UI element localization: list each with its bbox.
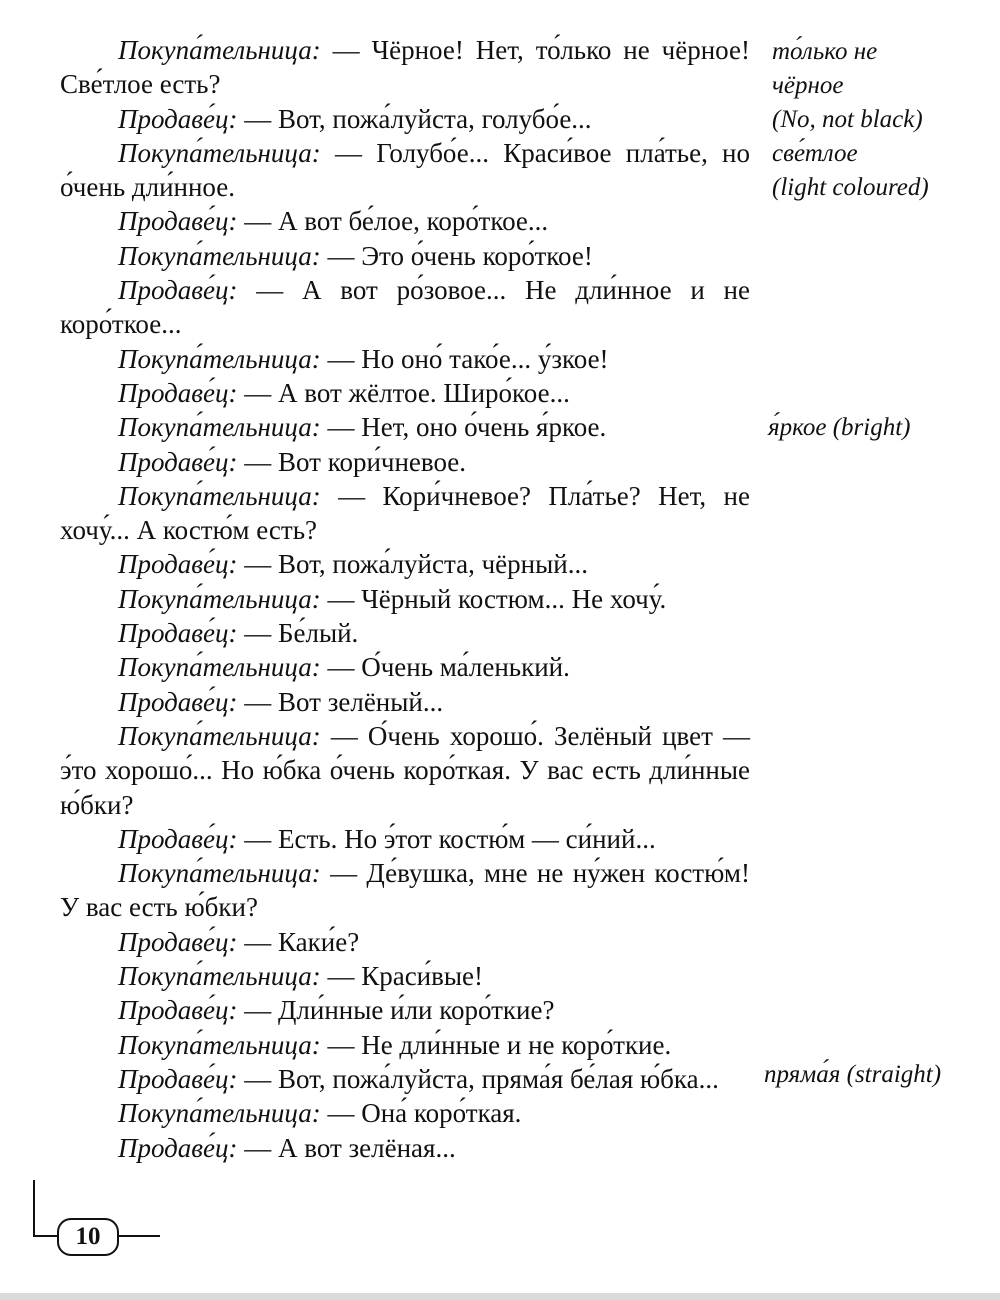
line-text: — Она́ коро́ткая. [327,1098,522,1129]
speaker-label: Продаве́ц: [118,275,238,306]
speaker-label: Продаве́ц: [118,446,238,477]
line-text: — Де́вушка, мне не ну́жен костю́м! У вас есть ю́бки? [60,858,750,923]
speaker-label: Покупа́тельница: [118,961,321,992]
speaker-label: Продаве́ц: [118,995,238,1026]
dialogue-line [60,993,750,1027]
dialogue-line [60,959,750,993]
dialogue-line [60,376,750,410]
speaker-label: Покупа́тельница: [118,652,321,683]
dialogue-line [60,616,750,650]
speaker-label: Покупа́тельница: [118,858,321,889]
dialogue-line [60,1131,750,1165]
line-text: — Не дли́нные и не коро́ткие. [327,1029,672,1060]
speaker-label: Продаве́ц: [118,103,238,134]
dialogue-line [60,204,750,238]
line-text: — О́чень ма́ленький. [327,652,570,683]
dialogue-line [60,1062,750,1096]
dialogue-line [60,273,750,342]
line-text: — Чёрное! Нет, то́лько не чёрное! Све́тлое есть? [60,35,750,100]
line-text: — Краси́вые! [327,961,483,992]
speaker-label: Покупа́тельница: [118,240,321,271]
margin-gloss: све́тлое [772,140,858,167]
dialogue-line [60,856,750,925]
line-text: — Голубо́е... Краси́вое пла́тье, но о́чень дли́нное. [60,137,751,203]
line-text: — Каки́е? [244,926,360,957]
speaker-label: Продаве́ц: [118,206,238,237]
speaker-label: Продаве́ц: [118,1132,238,1163]
line-text: — А вот зелёная... [244,1132,456,1163]
page-marker-line [118,1235,160,1237]
speaker-label: Покупа́тельница: [118,583,321,614]
speaker-label: Продаве́ц: [118,686,238,717]
line-text: — Вот, пожа́луйста, пряма́я бе́лая ю́бка... [244,1063,719,1094]
dialogue-line [60,719,750,822]
dialogue-line [60,925,750,959]
dialogue-text [60,33,750,1165]
line-text: — Вот, пожа́луйста, чёрный... [244,549,588,580]
page-number: 10 [57,1218,119,1256]
line-text: — А вот жёлтое. Широ́кое... [244,377,570,408]
dialogue-line [60,1096,750,1130]
bottom-border [0,1293,1000,1300]
page-marker-line [33,1180,35,1237]
margin-gloss: (light coloured) [772,174,929,201]
line-text: — Есть. Но э́тот костю́м — си́ний... [244,823,656,854]
line-text: — О́чень хорошо́. Зелёный цвет — э́то хорошо́... Но ю́бка о́чень коро́ткая. У вас есть дли́нные ю́бки? [60,720,750,820]
line-text: — Это о́чень коро́ткое! [327,240,593,271]
dialogue-line [60,342,750,376]
speaker-label: Покупа́тельница: [118,1029,321,1060]
dialogue-line [60,1028,750,1062]
margin-gloss: то́лько не [772,38,878,65]
dialogue-line [60,685,750,719]
speaker-label: Продаве́ц: [118,618,238,649]
dialogue-line [60,547,750,581]
dialogue-line [60,410,750,444]
dialogue-line [60,33,750,102]
line-text: — Бе́лый. [244,618,359,649]
margin-gloss: (No, not black) [772,106,923,133]
speaker-label: Продаве́ц: [118,377,238,408]
margin-gloss: пряма́я (straight) [764,1061,942,1088]
speaker-label: Покупа́тельница: [118,412,321,443]
margin-gloss: чёрное [772,72,844,99]
speaker-label: Покупа́тельница: [118,35,321,65]
speaker-label: Продаве́ц: [118,926,238,957]
speaker-label: Покупа́тельница: [118,137,321,168]
dialogue-line [60,822,750,856]
dialogue-line [60,239,750,273]
page-marker-line [33,1235,58,1237]
line-text: — Вот кори́чневое. [244,446,467,477]
speaker-label: Продаве́ц: [118,1063,238,1094]
speaker-label: Продаве́ц: [118,549,238,580]
speaker-label: Покупа́тельница: [118,720,321,751]
line-text: — Вот зелёный... [244,686,444,717]
line-text: — А вот бе́лое, коро́ткое... [244,206,549,237]
margin-gloss: я́ркое (bright) [768,414,911,441]
line-text: — Дли́нные и́ли коро́ткие? [244,995,555,1026]
line-text: — Нет, оно о́чень я́ркое. [327,412,607,443]
dialogue-line [60,102,750,136]
speaker-label: Покупа́тельница: [118,1098,321,1129]
dialogue-line [60,479,750,548]
speaker-label: Покупа́тельница: [118,480,321,511]
speaker-label: Продаве́ц: [118,823,238,854]
dialogue-line [60,136,750,205]
line-text: — Но оно́ тако́е... у́зкое! [327,343,609,374]
dialogue-line [60,650,750,684]
dialogue-line [60,582,750,616]
speaker-label: Покупа́тельница: [118,343,321,374]
dialogue-line [60,445,750,479]
line-text: — Кори́чневое? Пла́тье? Нет, не хочу́... А костю́м есть? [60,480,750,546]
line-text: — Чёрный костюм... Не хочу́. [327,583,667,614]
line-text: — А вот ро́зовое... Не дли́нное и не коро́ткое... [60,275,750,340]
line-text: — Вот, пожа́луйста, голубо́е... [244,103,592,134]
